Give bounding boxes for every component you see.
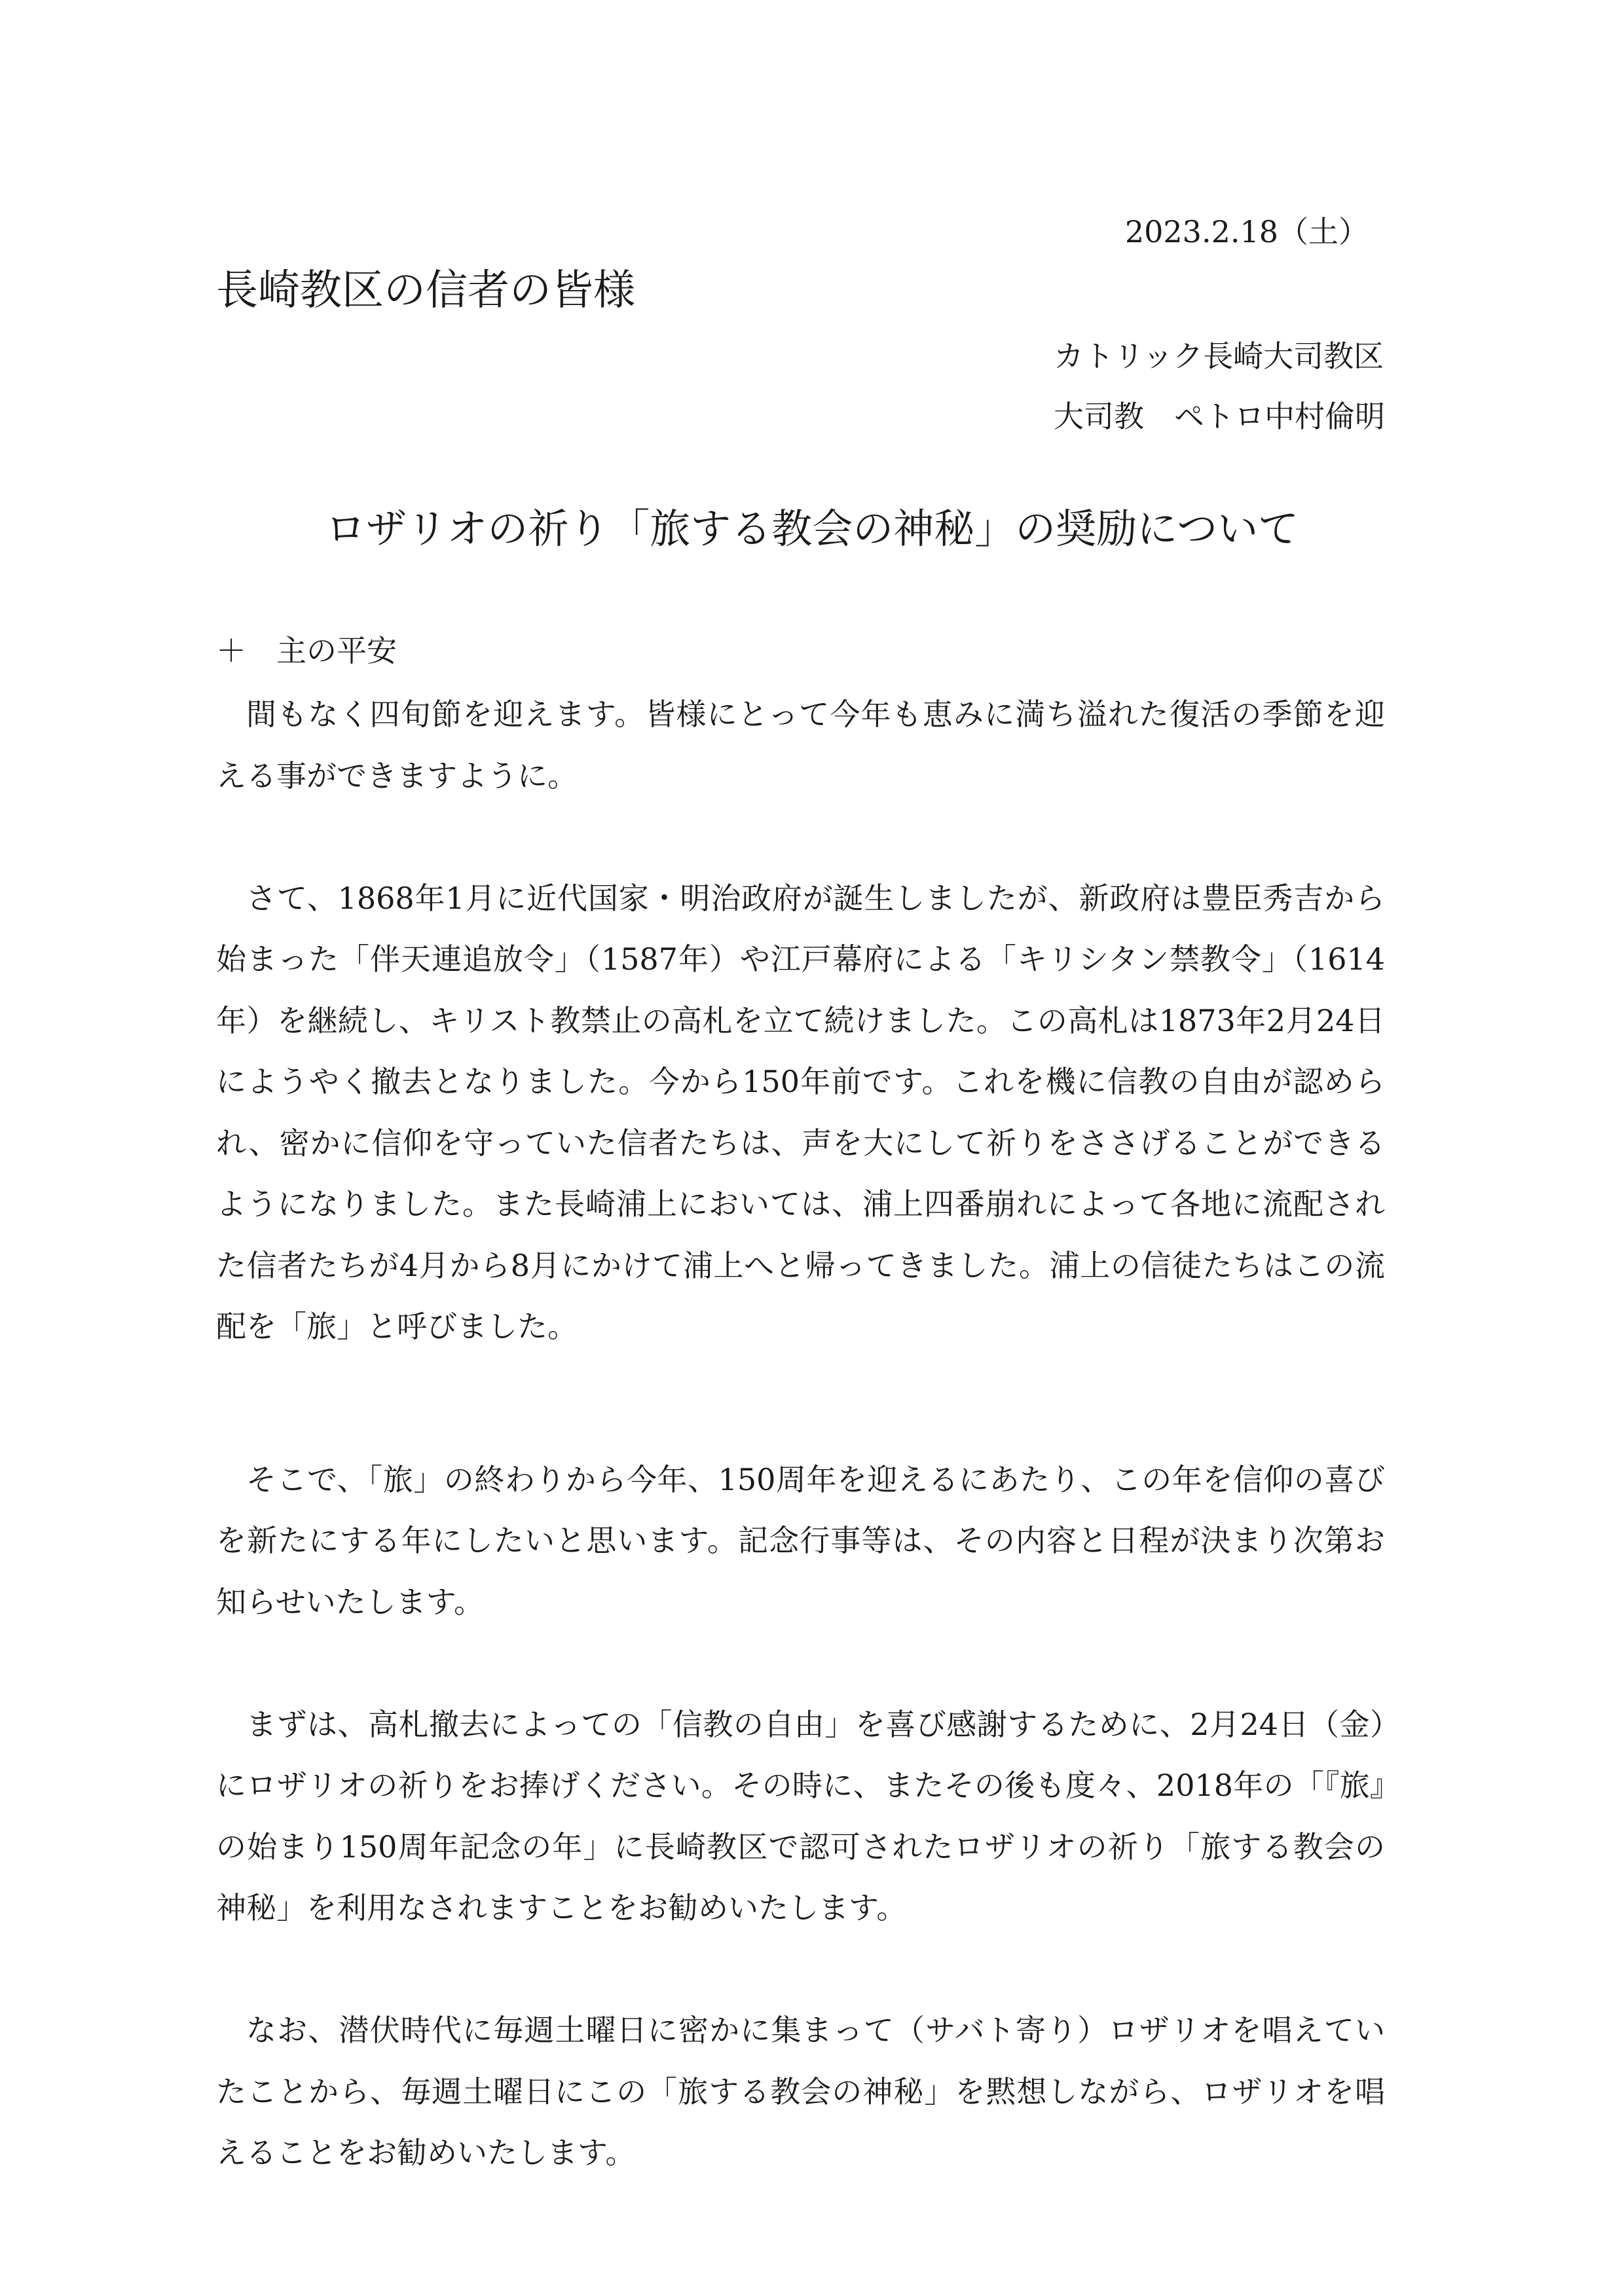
letter-body — [216, 684, 1385, 2184]
letter-title: ロザリオの祈り「旅する教会の神秘」の奨励について — [325, 505, 1299, 553]
paragraph-spacer — [216, 807, 1385, 868]
sender-name: 大司教 ペトロ中村倫明 — [1054, 399, 1385, 434]
sender-organization: カトリック長崎大司教区 — [1054, 338, 1384, 374]
paragraph-spacer — [216, 1358, 1385, 1449]
greeting: ＋ 主の平安 — [216, 633, 397, 668]
paragraph-spacer — [216, 1939, 1385, 2001]
paragraph-4: まずは、高札撤去によっての「信教の自由」を喜び感謝するために、2月24日（金）にロザリオの祈りをお捧げください。その時に、またその後も度々、2018年の「『旅』の始まり150周年記念の年」に長崎教区で認可されたロザリオの祈り「旅する教会の神秘」を利用なされますことをお勧めいたします。 — [216, 1706, 1385, 1925]
paragraph-2: さて、1868年1月に近代国家・明治政府が誕生しましたが、新政府は豊臣秀吉から始まった「伴天連追放令」（1587年）や江戸幕府による「キリシタン禁教令」（1614年）を継続し、キリスト教禁止の高札を立て続けました。この高札は1873年2月24日にようやく撤去となりました。今から150年前です。これを機に信教の自由が認められ、密かに信仰を守っていた信者たちは、声を大にして祈りをささげることができるようになりました。また長崎浦上においては、浦上四番崩れによって各地に流配された信者たちが4月から8月にかけて浦上へと帰ってきました。浦上の信徒たちはこの流配を「旅」と呼びました。 — [216, 880, 1385, 1344]
letter-date: 2023.2.18（土） — [1124, 214, 1369, 249]
addressee: 長崎教区の信者の皆様 — [216, 266, 635, 315]
paragraph-5: なお、潜伏時代に毎週土曜日に密かに集まって（サバト寄り）ロザリオを唱えていたことから、毎週土曜日にこの「旅する教会の神秘」を黙想しながら、ロザリオを唱えることをお勧めいたします。 — [216, 2013, 1385, 2170]
paragraph-3: そこで、「旅」の終わりから今年、150周年を迎えるにあたり、この年を信仰の喜びを新たにする年にしたいと思います。記念行事等は、その内容と日程が決まり次第お知らせいたします。 — [216, 1461, 1385, 1620]
paragraph-spacer — [216, 1633, 1385, 1694]
paragraph-1: 間もなく四旬節を迎えます。皆様にとって今年も恵みに満ち溢れた復活の季節を迎える事ができますように。 — [216, 697, 1385, 793]
sender-block — [1054, 326, 1385, 446]
